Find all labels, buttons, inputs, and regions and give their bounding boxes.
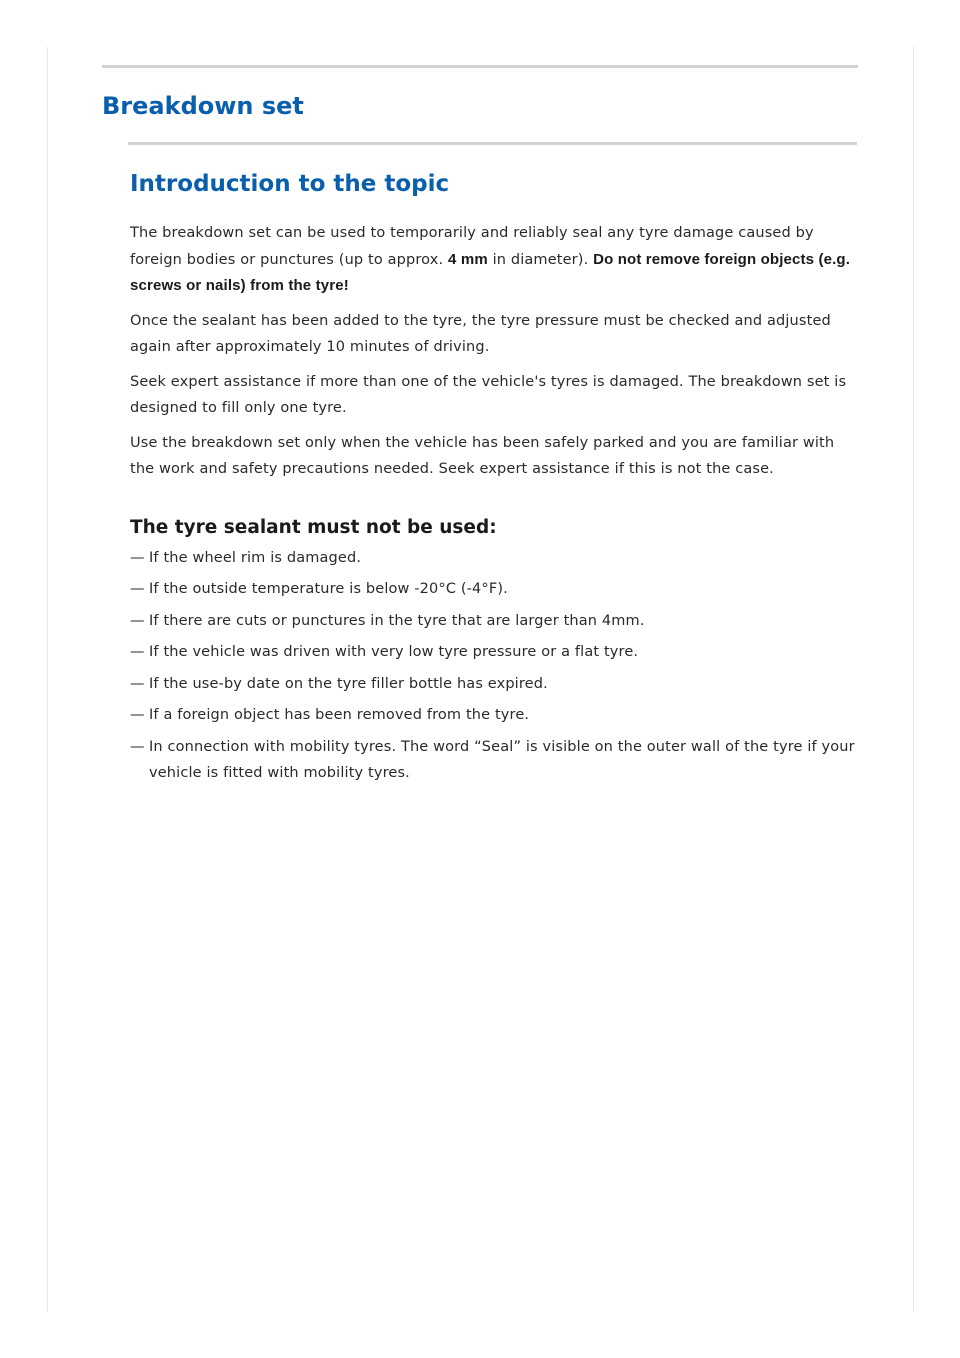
list-item-text: If the wheel rim is damaged. <box>149 549 362 566</box>
list-item-text: If the vehicle was driven with very low tyre pressure or a flat tyre. <box>149 644 639 660</box>
list-item <box>130 702 856 729</box>
intro-paragraph-3: Seek expert assistance if more than one of the vehicle's tyres is damaged. The breakdown set is designed to fill only one tyre. <box>130 373 847 416</box>
dash-bullet: — <box>130 707 145 723</box>
intro-paragraph-1 <box>130 220 856 300</box>
list-item <box>130 639 856 666</box>
dash-bullet: — <box>130 581 145 597</box>
sub-divider <box>128 142 857 145</box>
list-item-text: If the outside temperature is below -20°C (-4°F). <box>149 581 508 597</box>
list-item <box>130 671 856 698</box>
intro-p1-text: The breakdown set can be used to temporarily and reliably seal any tyre damage caused by foreign bodies or punctures (up to approx. <box>130 225 814 268</box>
list-item <box>130 608 856 635</box>
dash-bullet: — <box>130 738 145 755</box>
list-item-text: If a foreign object has been removed from the tyre. <box>149 707 530 723</box>
intro-p1-text-2: in diameter). <box>487 251 594 268</box>
main-content <box>130 166 856 792</box>
list-item-text: In connection with mobility tyres. The word “Seal” is visible on the outer wall of the tyre if your vehicle is fitted with mobility tyres. <box>149 738 855 781</box>
dash-bullet: — <box>130 549 145 566</box>
list-item <box>130 576 856 603</box>
page-border-right <box>913 47 914 1311</box>
top-divider <box>102 65 858 68</box>
dash-bullet: — <box>130 644 145 660</box>
page-border-left <box>47 47 48 1311</box>
intro-paragraph-2: Once the sealant has been added to the tyre, the tyre pressure must be checked and adjusted again after approximately 10 minutes of driving. <box>130 312 831 355</box>
list-item <box>130 734 856 787</box>
list-item-text: If there are cuts or punctures in the tyre that are larger than 4mm. <box>149 612 645 629</box>
conditions-title: The tyre sealant must not be used: <box>130 516 497 538</box>
intro-title: Introduction to the topic <box>130 171 450 197</box>
list-item <box>130 545 856 572</box>
section-title: Breakdown set <box>102 92 304 120</box>
intro-paragraph-4: Use the breakdown set only when the vehicle has been safely parked and you are familiar with the work and safety precautions needed. Seek expert assistance if this is not the case. <box>130 434 835 477</box>
foreign-object-warning: Do not remove foreign objects (e.g. screws or nails) from the tyre! <box>130 250 851 294</box>
dash-bullet: — <box>130 675 145 692</box>
list-item-text: If the use-by date on the tyre filler bottle has expired. <box>149 675 548 692</box>
puncture-size: 4 mm <box>448 250 488 268</box>
dash-bullet: — <box>130 612 145 629</box>
conditions-list <box>130 545 856 787</box>
